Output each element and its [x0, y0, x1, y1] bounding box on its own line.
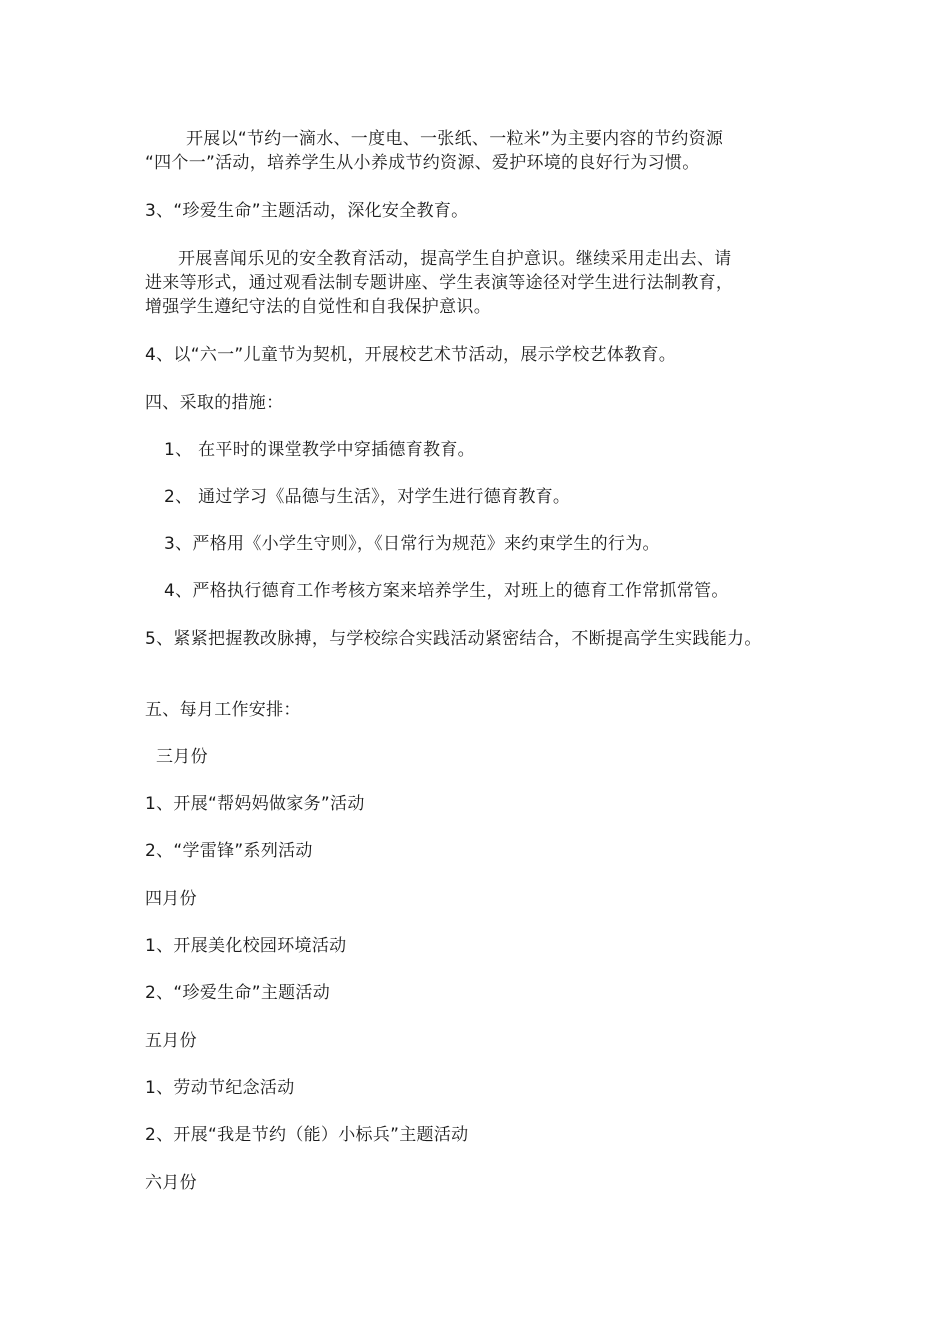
april-item-1: 1、开展美化校园环境活动	[145, 936, 347, 956]
april-item-2: 2、“珍爱生命”主题活动	[145, 983, 331, 1003]
measure-item-1: 1、 在平时的课堂教学中穿插德育教育。	[164, 440, 475, 460]
measure-item-2: 2、 通过学习《品德与生活》，对学生进行德育教育。	[164, 487, 571, 507]
measure-item-3: 3、严格用《小学生守则》，《日常行为规范》来约束学生的行为。	[164, 534, 660, 554]
section-heading-measures: 四、采取的措施：	[145, 393, 284, 413]
march-item-2: 2、“学雷锋”系列活动	[145, 841, 313, 861]
measure-item-5: 5、紧紧把握教改脉搏，与学校综合实践活动紧密结合，不断提高学生实践能力。	[145, 629, 762, 649]
month-heading-june: 六月份	[145, 1173, 197, 1193]
march-item-1: 1、开展“帮妈妈做家务”活动	[145, 794, 365, 814]
list-item-4: 4、以“六一”儿童节为契机，开展校艺术节活动，展示学校艺体教育。	[145, 345, 677, 365]
month-heading-may: 五月份	[145, 1031, 197, 1051]
paragraph-safety-line-3: 增强学生遵纪守法的自觉性和自我保护意识。	[145, 297, 491, 317]
measure-item-4: 4、严格执行德育工作考核方案来培养学生，对班上的德育工作常抓常管。	[164, 581, 729, 601]
month-heading-april: 四月份	[145, 889, 197, 909]
paragraph-conservation-line-1: 开展以“节约一滴水、一度电、一张纸、一粒米”为主要内容的节约资源	[186, 129, 724, 149]
paragraph-safety-line-2: 进来等形式，通过观看法制专题讲座、学生表演等途径对学生进行法制教育，	[145, 273, 734, 293]
paragraph-safety-line-1: 开展喜闻乐见的安全教育活动，提高学生自护意识。继续采用走出去、请	[178, 249, 732, 269]
may-item-1: 1、劳动节纪念活动	[145, 1078, 295, 1098]
list-item-3: 3、“珍爱生命”主题活动，深化安全教育。	[145, 201, 469, 221]
section-heading-monthly: 五、每月工作安排：	[145, 700, 301, 720]
may-item-2: 2、开展“我是节约（能）小标兵”主题活动	[145, 1125, 469, 1145]
paragraph-conservation-line-2: “四个一”活动，培养学生从小养成节约资源、爱护环境的良好行为习惯。	[145, 153, 700, 173]
month-heading-march: 三月份	[156, 747, 208, 767]
